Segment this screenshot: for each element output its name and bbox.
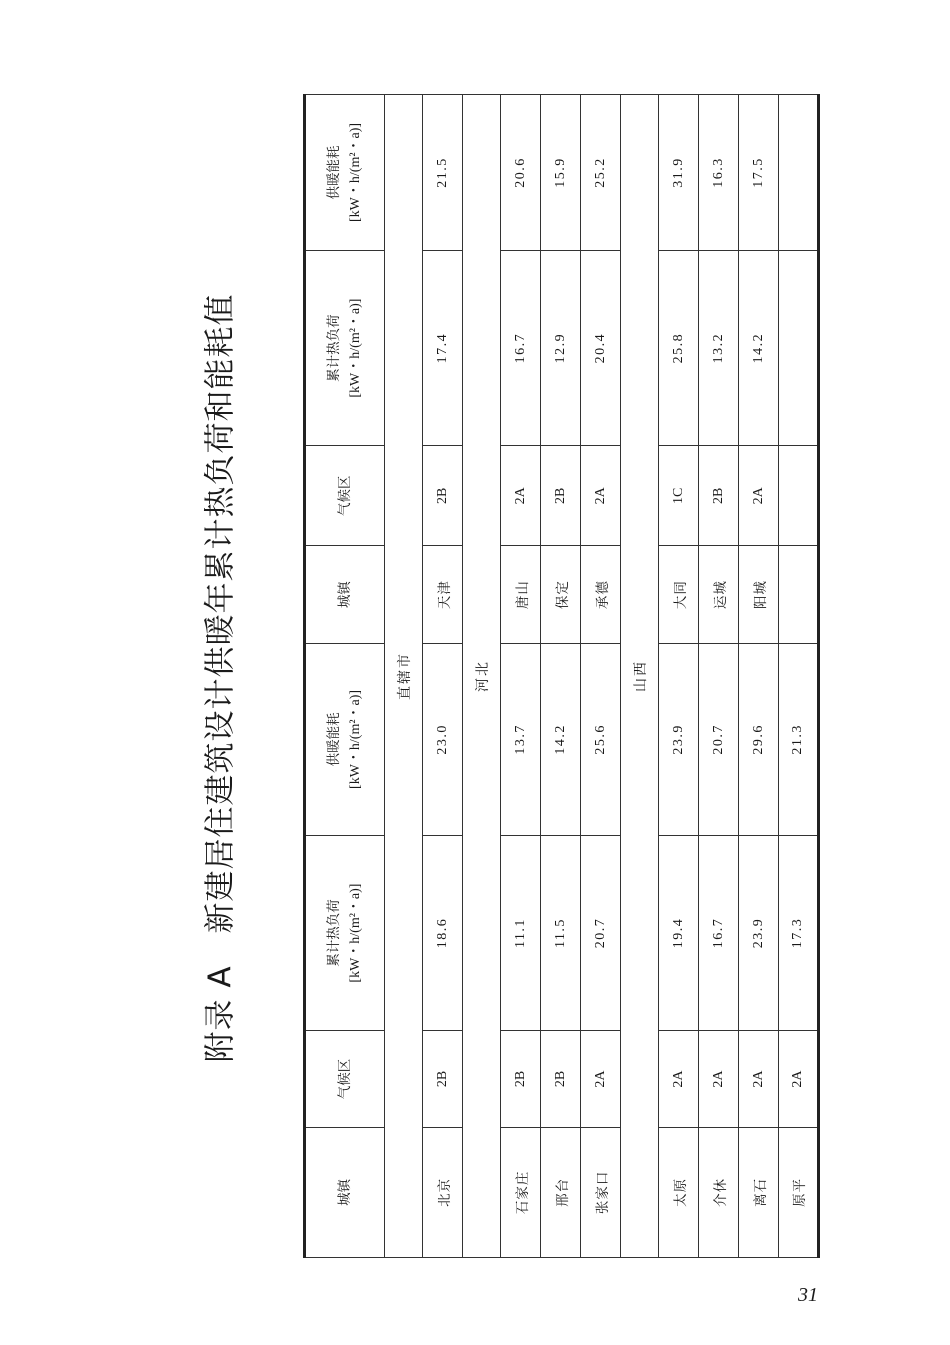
cell-energy: 25.2	[581, 95, 621, 251]
cell-city	[779, 546, 819, 644]
cell-energy: 21.3	[779, 643, 819, 835]
col-header-climate-zone: 气候区	[305, 1031, 385, 1128]
table-row	[541, 95, 581, 1258]
cell-city: 阳城	[739, 546, 779, 644]
cell-heat-load: 20.4	[581, 250, 621, 445]
cell-city: 石家庄	[501, 1127, 541, 1257]
cell-heat-load: 23.9	[739, 835, 779, 1030]
col-header-heat-load-label: 累计热负荷	[326, 314, 342, 382]
col-header-energy	[305, 95, 385, 251]
cell-energy: 15.9	[541, 95, 581, 251]
cell-heat-load: 14.2	[739, 250, 779, 445]
cell-climate-zone: 2B	[501, 1031, 541, 1128]
col-header-energy	[305, 643, 385, 835]
col-header-heat-load	[305, 835, 385, 1030]
cell-energy: 29.6	[739, 643, 779, 835]
table-row	[501, 95, 541, 1258]
heat-load-table	[303, 94, 820, 1258]
cell-climate-zone: 2A	[779, 1031, 819, 1128]
page-number: 31	[798, 1284, 818, 1306]
cell-city: 张家口	[581, 1127, 621, 1257]
cell-heat-load: 18.6	[423, 835, 463, 1030]
col-header-unit: [kW・h/(m²・a)]	[348, 883, 363, 983]
table-row	[739, 95, 779, 1258]
cell-energy	[779, 95, 819, 251]
province-row	[385, 95, 423, 1258]
cell-city: 天津	[423, 546, 463, 644]
cell-heat-load: 12.9	[541, 250, 581, 445]
table-row	[659, 95, 699, 1258]
appendix-title: 附录 A 新建居住建筑设计供暖年累计热负荷和能耗值	[202, 293, 239, 1063]
cell-heat-load: 25.8	[659, 250, 699, 445]
cell-climate-zone: 2B	[541, 446, 581, 546]
province-row	[463, 95, 501, 1258]
cell-heat-load: 13.2	[699, 250, 739, 445]
cell-climate-zone: 2A	[739, 1031, 779, 1128]
table-body	[385, 95, 819, 1258]
table-rotated	[303, 94, 819, 1258]
header-row	[305, 95, 385, 1258]
cell-energy: 23.9	[659, 643, 699, 835]
cell-climate-zone: 2A	[501, 446, 541, 546]
cell-climate-zone: 2A	[699, 1031, 739, 1128]
cell-climate-zone: 1C	[659, 446, 699, 546]
cell-city: 原平	[779, 1127, 819, 1257]
cell-climate-zone: 2B	[541, 1031, 581, 1128]
cell-climate-zone: 2B	[423, 1031, 463, 1128]
cell-heat-load: 17.4	[423, 250, 463, 445]
cell-city: 太原	[659, 1127, 699, 1257]
cell-city: 离石	[739, 1127, 779, 1257]
cell-heat-load: 16.7	[501, 250, 541, 445]
cell-energy: 23.0	[423, 643, 463, 835]
cell-climate-zone: 2A	[581, 1031, 621, 1128]
col-header-heat-load-label: 累计热负荷	[326, 899, 342, 967]
col-header-unit: [kW・h/(m²・a)]	[348, 298, 363, 398]
col-header-city: 城镇	[305, 1127, 385, 1257]
cell-climate-zone: 2A	[659, 1031, 699, 1128]
cell-heat-load: 19.4	[659, 835, 699, 1030]
cell-city: 介休	[699, 1127, 739, 1257]
province-label: 山西	[621, 95, 659, 1258]
cell-energy: 17.5	[739, 95, 779, 251]
cell-city: 邢台	[541, 1127, 581, 1257]
cell-city: 唐山	[501, 546, 541, 644]
cell-city: 运城	[699, 546, 739, 644]
cell-city: 承德	[581, 546, 621, 644]
col-header-energy-label: 供暖能耗	[326, 712, 342, 767]
cell-energy: 25.6	[581, 643, 621, 835]
cell-city: 北京	[423, 1127, 463, 1257]
cell-energy: 14.2	[541, 643, 581, 835]
cell-heat-load: 16.7	[699, 835, 739, 1030]
cell-heat-load: 17.3	[779, 835, 819, 1030]
cell-energy: 16.3	[699, 95, 739, 251]
cell-climate-zone: 2A	[739, 446, 779, 546]
col-header-climate-zone: 气候区	[305, 446, 385, 546]
cell-energy: 13.7	[501, 643, 541, 835]
cell-energy: 20.7	[699, 643, 739, 835]
cell-heat-load	[779, 250, 819, 445]
cell-energy: 21.5	[423, 95, 463, 251]
cell-heat-load: 20.7	[581, 835, 621, 1030]
table-row	[699, 95, 739, 1258]
col-header-unit: [kW・h/(m²・a)]	[348, 122, 363, 222]
cell-energy: 20.6	[501, 95, 541, 251]
province-label: 直辖市	[385, 95, 423, 1258]
table-row	[581, 95, 621, 1258]
province-label: 河北	[463, 95, 501, 1258]
col-header-unit: [kW・h/(m²・a)]	[348, 689, 363, 789]
col-header-energy-label: 供暖能耗	[326, 145, 342, 200]
cell-city: 大同	[659, 546, 699, 644]
cell-climate-zone: 2A	[581, 446, 621, 546]
cell-heat-load: 11.1	[501, 835, 541, 1030]
cell-city: 保定	[541, 546, 581, 644]
cell-climate-zone	[779, 446, 819, 546]
cell-heat-load: 11.5	[541, 835, 581, 1030]
province-row	[621, 95, 659, 1258]
table-row	[779, 95, 819, 1258]
cell-climate-zone: 2B	[423, 446, 463, 546]
cell-climate-zone: 2B	[699, 446, 739, 546]
table-row	[423, 95, 463, 1258]
col-header-city: 城镇	[305, 546, 385, 644]
col-header-heat-load	[305, 250, 385, 445]
cell-energy: 31.9	[659, 95, 699, 251]
